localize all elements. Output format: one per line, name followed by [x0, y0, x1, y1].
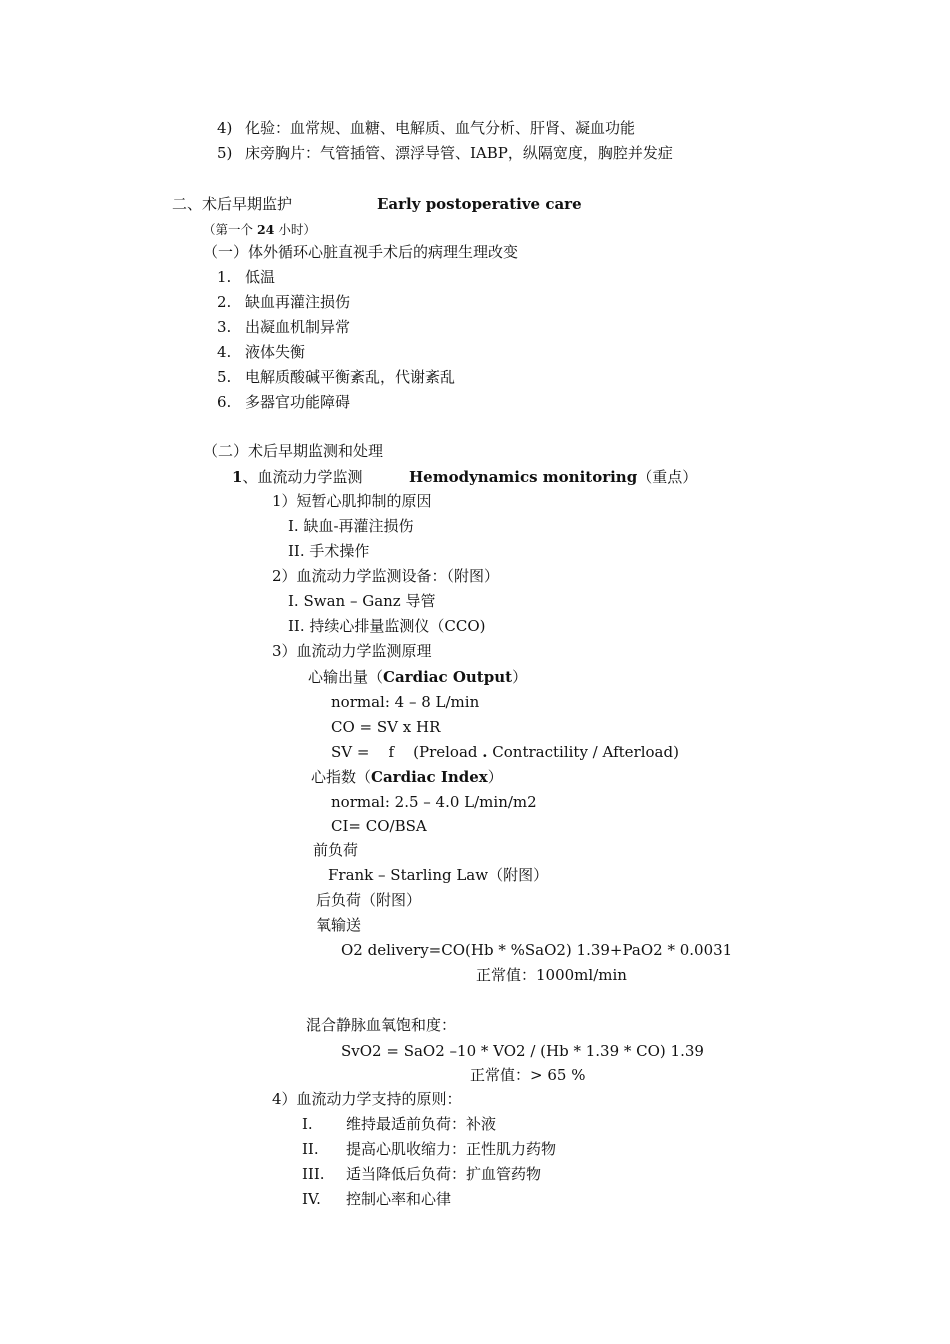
- list-number: 1.: [217, 268, 232, 286]
- list-text: 缺血再灌注损伤: [245, 293, 351, 311]
- heading-number: 1: [232, 468, 243, 486]
- list-text: 床旁胸片：气管插管、漂浮导管、IABP，纵隔宽度，胸腔并发症: [245, 144, 673, 162]
- sub-title: 2）血流动力学监测设备：（附图）: [272, 567, 500, 585]
- list-number: II.: [302, 1140, 319, 1158]
- list-text: 出凝血机制异常: [245, 318, 351, 336]
- list-item: I. Swan – Ganz 导管: [288, 592, 436, 610]
- list-text: 多器官功能障碍: [245, 393, 351, 411]
- heading-en: Hemodynamics monitoring: [409, 468, 638, 486]
- co-zh: 心输出量（: [308, 668, 384, 686]
- list-text: 电解质酸碱平衡紊乱，代谢紊乱: [245, 368, 456, 386]
- subtitle-bold: 24: [256, 222, 275, 237]
- list-item: [217, 393, 350, 411]
- list-text: 控制心率和心律: [346, 1190, 452, 1208]
- afterload-heading: 后负荷（附图）: [316, 891, 422, 909]
- list-number: 5.: [217, 368, 232, 386]
- frank-starling-line: Frank – Starling Law（附图）: [328, 866, 549, 884]
- o2-formula: O2 delivery=CO(Hb * %SaO2) 1.39+PaO2 * 0.0031: [341, 941, 733, 959]
- o2-heading: 氧输送: [316, 916, 362, 934]
- sv-dot: .: [482, 743, 488, 761]
- list-item: [302, 1165, 541, 1183]
- list-number: 5): [217, 144, 233, 162]
- list-item: [217, 268, 275, 286]
- list-item: II. 持续心排量监测仪（CCO): [288, 617, 486, 635]
- list-item: [302, 1115, 496, 1133]
- cardiac-index-heading: [311, 768, 503, 786]
- formula-line: CI= CO/BSA: [331, 817, 427, 835]
- sub-title: 4）血流动力学支持的原则：: [272, 1090, 462, 1108]
- list-text: 低温: [245, 268, 276, 286]
- list-item: I. 缺血-再灌注损伤: [288, 517, 414, 535]
- section-title: 二、术后早期监护: [172, 195, 293, 213]
- ci-zh: 心指数（: [311, 768, 372, 786]
- list-number: 6.: [217, 393, 232, 411]
- list-item: [217, 144, 673, 162]
- co-close: ）: [512, 668, 528, 686]
- list-number: IV.: [302, 1190, 321, 1208]
- svo2-normal: 正常值：> 65 %: [470, 1066, 586, 1084]
- list-number: III.: [302, 1165, 325, 1183]
- subtitle-pre: （第一个: [203, 222, 257, 237]
- subtitle-post: 小时）: [274, 222, 316, 237]
- list-number: I.: [302, 1115, 313, 1133]
- heading-zh: 、血流动力学监测: [242, 468, 363, 486]
- list-number: 4): [217, 119, 233, 137]
- list-item: [217, 293, 350, 311]
- heading-note: （重点）: [637, 468, 698, 486]
- section-subtitle: [203, 221, 316, 239]
- list-item: [217, 343, 305, 361]
- list-text: 适当降低后负荷：扩血管药物: [346, 1165, 542, 1183]
- list-number: 3.: [217, 318, 232, 336]
- list-item: [302, 1140, 556, 1158]
- sv-pre: SV = f (Preload: [331, 743, 483, 761]
- list-item: [302, 1190, 451, 1208]
- subsection-heading: [232, 468, 362, 486]
- list-number: 2.: [217, 293, 232, 311]
- cardiac-output-heading: [308, 668, 527, 686]
- list-text: 维持最适前负荷：补液: [346, 1115, 497, 1133]
- list-text: 液体失衡: [245, 343, 306, 361]
- formula-line: CO = SV x HR: [331, 718, 441, 736]
- subsection-heading-en: [409, 468, 697, 486]
- section-title-en: [377, 195, 582, 213]
- sv-post: Contractility / Afterload): [487, 743, 679, 761]
- sub-title: 1）短暂心肌抑制的原因: [272, 492, 432, 510]
- sv-formula: [331, 743, 679, 761]
- o2-normal: 正常值：1000ml/min: [476, 966, 627, 984]
- formula-line: normal: 4 – 8 L/min: [331, 693, 480, 711]
- part-title: （一）体外循环心脏直视手术后的病理生理改变: [203, 243, 519, 261]
- formula-line: normal: 2.5 – 4.0 L/min/m2: [331, 793, 537, 811]
- co-en: Cardiac Output: [383, 668, 513, 686]
- svo2-formula: SvO2 = SaO2 –10 * VO2 / (Hb * 1.39 * CO) 1.39: [341, 1042, 704, 1060]
- list-text: 提高心肌收缩力：正性肌力药物: [346, 1140, 557, 1158]
- part-title: （二）术后早期监测和处理: [203, 442, 384, 460]
- list-item: [217, 119, 635, 137]
- list-item: [217, 318, 350, 336]
- ci-close: ）: [487, 768, 503, 786]
- ci-en: Cardiac Index: [371, 768, 488, 786]
- list-item: [217, 368, 455, 386]
- section-title-en-text: Early postoperative care: [377, 195, 582, 213]
- list-number: 4.: [217, 343, 232, 361]
- list-item: II. 手术操作: [288, 542, 370, 560]
- sub-title: 3）血流动力学监测原理: [272, 642, 432, 660]
- section-heading: [172, 195, 292, 213]
- preload-heading: 前负荷: [313, 841, 359, 859]
- svo2-heading: 混合静脉血氧饱和度：: [306, 1016, 457, 1034]
- list-text: 化验：血常规、血糖、电解质、血气分析、肝肾、凝血功能: [245, 119, 636, 137]
